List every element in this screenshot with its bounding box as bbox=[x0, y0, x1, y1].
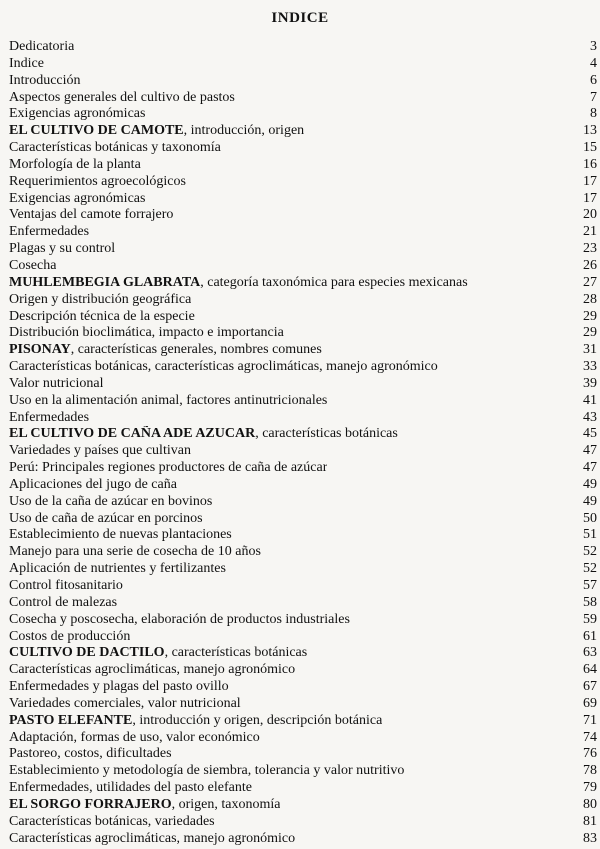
toc-entry bbox=[9, 157, 597, 174]
toc-entry bbox=[9, 578, 597, 595]
toc-entry bbox=[9, 410, 597, 427]
toc-entry-title bbox=[9, 275, 468, 292]
toc-entry-title bbox=[9, 342, 322, 359]
toc-page-number: 39 bbox=[583, 375, 597, 391]
toc-entry-title bbox=[9, 393, 327, 410]
toc-entry-text: Indice bbox=[9, 55, 44, 71]
toc-entry-text: , introducción, origen bbox=[183, 123, 305, 139]
toc-entry-title bbox=[9, 544, 261, 561]
toc-entry-text: Plagas y su control bbox=[9, 241, 116, 257]
toc-entry bbox=[9, 629, 597, 646]
toc-entry-text: , características botánicas bbox=[255, 426, 398, 442]
toc-entry-text: Morfología de la planta bbox=[9, 156, 141, 172]
toc-entry-title bbox=[9, 140, 221, 157]
toc-entry-title bbox=[9, 763, 404, 780]
toc-entry-text: Aplicaciones del jugo de caña bbox=[9, 476, 177, 492]
toc-entry-text: Control de malezas bbox=[9, 594, 118, 610]
toc-entry bbox=[9, 393, 597, 410]
toc-page-number: 74 bbox=[583, 729, 597, 745]
toc-entry-text: Características agroclimáticas, manejo agronómico bbox=[9, 830, 296, 846]
toc-entry bbox=[9, 460, 597, 477]
toc-entry-text: Pastoreo, costos, dificultades bbox=[9, 746, 172, 762]
toc-page-number: 15 bbox=[583, 140, 597, 156]
toc-entry-title bbox=[9, 780, 252, 797]
toc-entry-title bbox=[9, 174, 186, 191]
toc-entry-text: Enfermedades y plagas del pasto ovillo bbox=[9, 679, 229, 695]
toc-entry-text: Cosecha y poscosecha, elaboración de productos industriales bbox=[9, 611, 350, 627]
toc-entry-title bbox=[9, 561, 226, 578]
toc-entry-text: Enfermedades, utilidades del pasto elefante bbox=[9, 780, 252, 796]
toc-page-number: 76 bbox=[583, 746, 597, 762]
toc-section-heading: MUHLEMBEGIA GLABRATA bbox=[9, 274, 201, 290]
toc-entry-title bbox=[9, 814, 215, 831]
toc-entry-title bbox=[9, 612, 350, 629]
toc-entry-text: Introducción bbox=[9, 72, 81, 88]
toc-entry bbox=[9, 477, 597, 494]
toc-entry-text: Aspectos generales del cultivo de pastos bbox=[9, 89, 235, 105]
toc-entry-text: Requerimientos agroecológicos bbox=[9, 173, 186, 189]
toc-page-number: 61 bbox=[583, 628, 597, 644]
toc-page-number: 71 bbox=[583, 712, 597, 728]
toc-section-heading: CULTIVO DE DACTILO bbox=[9, 645, 165, 661]
toc-entry bbox=[9, 527, 597, 544]
toc-entry-text: Exigencias agronómicas bbox=[9, 190, 146, 206]
toc-entry bbox=[9, 359, 597, 376]
toc-entry-text: Establecimiento de nuevas plantaciones bbox=[9, 527, 232, 543]
toc-entry-text: Características botánicas, variedades bbox=[9, 813, 215, 829]
toc-page-number: 63 bbox=[583, 645, 597, 661]
toc-entry bbox=[9, 325, 597, 342]
toc-page-number: 4 bbox=[590, 55, 597, 71]
toc-entry-title bbox=[9, 696, 241, 713]
toc-entry-text: Cosecha bbox=[9, 257, 57, 273]
toc-page-number: 47 bbox=[583, 443, 597, 459]
toc-entry bbox=[9, 123, 597, 140]
toc-entry bbox=[9, 679, 597, 696]
toc-entry-title bbox=[9, 73, 81, 90]
toc-entry-title bbox=[9, 157, 141, 174]
toc-page-number: 83 bbox=[583, 830, 597, 846]
toc-entry-title bbox=[9, 241, 115, 258]
toc-page-number: 49 bbox=[583, 493, 597, 509]
toc-page-number: 29 bbox=[583, 308, 597, 324]
toc-entry bbox=[9, 275, 597, 292]
toc-entry-title bbox=[9, 258, 56, 275]
toc-page-number: 31 bbox=[583, 342, 597, 358]
toc-page-number: 8 bbox=[590, 106, 597, 122]
toc-entry bbox=[9, 73, 597, 90]
toc-entry-text: Características botánicas y taxonomía bbox=[9, 140, 221, 156]
toc-entry bbox=[9, 746, 597, 763]
toc-entry bbox=[9, 426, 597, 443]
toc-entry-text: , origen, taxonomía bbox=[171, 796, 281, 812]
toc-entry-text: Enfermedades bbox=[9, 224, 90, 240]
toc-page-number: 20 bbox=[583, 207, 597, 223]
toc-entry-text: Uso de caña de azúcar en porcinos bbox=[9, 510, 203, 526]
toc-entry-text: Descripción técnica de la especie bbox=[9, 308, 195, 324]
toc-page-number: 78 bbox=[583, 763, 597, 779]
toc-entry-text: Costos de producción bbox=[9, 628, 131, 644]
toc-entry bbox=[9, 106, 597, 123]
toc-entry bbox=[9, 713, 597, 730]
toc-entry bbox=[9, 595, 597, 612]
toc-entry-title bbox=[9, 106, 145, 123]
toc-entry bbox=[9, 612, 597, 629]
toc-entry-title bbox=[9, 292, 191, 309]
toc-page-number: 49 bbox=[583, 476, 597, 492]
toc-entry-title bbox=[9, 39, 74, 56]
toc-entry-title bbox=[9, 578, 123, 595]
toc-entry bbox=[9, 780, 597, 797]
toc-entry-text: Variedades y países que cultivan bbox=[9, 443, 191, 459]
toc-entry bbox=[9, 376, 597, 393]
toc-entry-text: , características botánicas bbox=[164, 645, 308, 661]
toc-entry-title bbox=[9, 662, 295, 679]
toc-entry bbox=[9, 191, 597, 208]
toc-page-number: 16 bbox=[583, 156, 597, 172]
toc-entry-text: Perú: Principales regiones productores de caña de azúcar bbox=[9, 460, 328, 476]
toc-page-number: 6 bbox=[590, 72, 597, 88]
toc-entry-title bbox=[9, 410, 89, 427]
toc-page-number: 17 bbox=[583, 173, 597, 189]
toc-entry bbox=[9, 140, 597, 157]
toc-entry-title bbox=[9, 511, 203, 528]
toc-entry-title bbox=[9, 376, 103, 393]
toc-entry-text: Adaptación, formas de uso, valor económico bbox=[9, 729, 260, 745]
toc-entry-title bbox=[9, 460, 327, 477]
toc-entry-title bbox=[9, 713, 382, 730]
toc-page-number: 3 bbox=[590, 39, 597, 54]
toc-entry-text: Aplicación de nutrientes y fertilizantes bbox=[9, 561, 226, 577]
toc-page-number: 45 bbox=[583, 426, 597, 442]
toc-entry-title bbox=[9, 207, 173, 224]
toc-entry-text: Control fitosanitario bbox=[9, 578, 123, 593]
toc-entry bbox=[9, 645, 597, 662]
toc-entry-text: , categoría taxonómica para especies mexicanas bbox=[200, 274, 468, 290]
toc-page-number: 47 bbox=[583, 460, 597, 476]
toc-entry-text: , introducción y origen, descripción botánica bbox=[132, 712, 383, 728]
toc-entry-text: Distribución bioclimática, impacto e importancia bbox=[9, 325, 284, 341]
toc-entry bbox=[9, 814, 597, 831]
toc-entry-title bbox=[9, 831, 295, 848]
toc-entry-title bbox=[9, 679, 229, 696]
toc-entry bbox=[9, 174, 597, 191]
toc-entry-text: Características agroclimáticas, manejo agronómico bbox=[9, 662, 296, 678]
toc-entry-title bbox=[9, 645, 307, 662]
toc-page-number: 79 bbox=[583, 780, 597, 796]
toc-section-heading: EL CULTIVO DE CAMOTE bbox=[9, 123, 184, 139]
toc-section-heading: PISONAY bbox=[9, 342, 71, 358]
toc-entry bbox=[9, 544, 597, 561]
toc-page-number: 50 bbox=[583, 510, 597, 526]
toc-page-number: 33 bbox=[583, 359, 597, 375]
toc-entry bbox=[9, 511, 597, 528]
toc-entry-title bbox=[9, 359, 438, 376]
toc-entry-title bbox=[9, 746, 172, 763]
table-of-contents bbox=[9, 39, 597, 848]
toc-page-number: 27 bbox=[583, 274, 597, 290]
toc-entry-title bbox=[9, 309, 195, 326]
toc-page-number: 26 bbox=[583, 257, 597, 273]
toc-entry bbox=[9, 309, 597, 326]
toc-page-number: 28 bbox=[583, 291, 597, 307]
toc-entry-text: Uso de la caña de azúcar en bovinos bbox=[9, 493, 213, 509]
toc-page-number: 52 bbox=[583, 561, 597, 577]
toc-page-number: 7 bbox=[590, 89, 597, 105]
toc-page-number: 23 bbox=[583, 241, 597, 257]
toc-entry-text: Uso en la alimentación animal, factores antinutricionales bbox=[9, 392, 328, 408]
toc-entry bbox=[9, 763, 597, 780]
toc-entry-text: Enfermedades bbox=[9, 409, 90, 425]
toc-entry bbox=[9, 494, 597, 511]
toc-entry-title bbox=[9, 426, 398, 443]
toc-entry-title bbox=[9, 90, 235, 107]
toc-entry-title bbox=[9, 595, 117, 612]
toc-page-number: 51 bbox=[583, 527, 597, 543]
toc-entry-text: Origen y distribución geográfica bbox=[9, 291, 192, 307]
toc-entry bbox=[9, 797, 597, 814]
toc-page-number: 69 bbox=[583, 695, 597, 711]
toc-entry-title bbox=[9, 629, 130, 646]
toc-entry bbox=[9, 90, 597, 107]
toc-entry-text: Variedades comerciales, valor nutricional bbox=[9, 695, 241, 711]
toc-page-number: 21 bbox=[583, 224, 597, 240]
toc-page-number: 58 bbox=[583, 594, 597, 610]
toc-page-number: 41 bbox=[583, 392, 597, 408]
toc-entry-text: Características botánicas, características agroclimáticas, manejo agronómico bbox=[9, 359, 438, 375]
toc-page-number: 57 bbox=[583, 578, 597, 593]
toc-entry bbox=[9, 443, 597, 460]
toc-entry-text: , características generales, nombres comunes bbox=[70, 342, 322, 358]
page-title: INDICE bbox=[271, 10, 329, 26]
toc-page-number: 59 bbox=[583, 611, 597, 627]
toc-page-number: 29 bbox=[583, 325, 597, 341]
toc-entry-text: Establecimiento y metodología de siembra, tolerancia y valor nutritivo bbox=[9, 763, 405, 779]
toc-entry bbox=[9, 207, 597, 224]
toc-entry bbox=[9, 696, 597, 713]
toc-entry-title bbox=[9, 477, 177, 494]
toc-entry-text: Ventajas del camote forrajero bbox=[9, 207, 174, 223]
toc-entry-text: Exigencias agronómicas bbox=[9, 106, 146, 122]
toc-entry bbox=[9, 730, 597, 747]
toc-entry-title bbox=[9, 527, 232, 544]
toc-page-number: 64 bbox=[583, 662, 597, 678]
toc-page-number: 67 bbox=[583, 679, 597, 695]
toc-entry bbox=[9, 662, 597, 679]
toc-entry bbox=[9, 241, 597, 258]
toc-page-number: 52 bbox=[583, 544, 597, 560]
toc-entry-text: Dedicatoria bbox=[9, 39, 75, 54]
toc-entry bbox=[9, 56, 597, 73]
toc-entry-title bbox=[9, 730, 260, 747]
toc-page-number: 43 bbox=[583, 409, 597, 425]
toc-section-heading: EL CULTIVO DE CAÑA ADE AZUCAR bbox=[9, 426, 256, 442]
toc-entry bbox=[9, 292, 597, 309]
toc-entry bbox=[9, 224, 597, 241]
toc-entry-title bbox=[9, 797, 280, 814]
toc-entry-text: Manejo para una serie de cosecha de 10 años bbox=[9, 544, 261, 560]
toc-page-number: 80 bbox=[583, 796, 597, 812]
toc-entry bbox=[9, 258, 597, 275]
toc-section-heading: PASTO ELEFANTE bbox=[9, 712, 133, 728]
toc-section-heading: EL SORGO FORRAJERO bbox=[9, 796, 172, 812]
toc-entry-title bbox=[9, 56, 44, 73]
toc-entry-text: Valor nutricional bbox=[9, 375, 104, 391]
toc-entry-title bbox=[9, 224, 89, 241]
toc-entry bbox=[9, 831, 597, 848]
toc-page-number: 81 bbox=[583, 813, 597, 829]
toc-entry-title bbox=[9, 191, 145, 208]
toc-page-number: 17 bbox=[583, 190, 597, 206]
toc-entry-title bbox=[9, 494, 212, 511]
toc-page-number: 13 bbox=[583, 123, 597, 139]
toc-entry bbox=[9, 561, 597, 578]
toc-entry bbox=[9, 39, 597, 56]
toc-entry-title bbox=[9, 443, 191, 460]
toc-entry bbox=[9, 342, 597, 359]
toc-entry-title bbox=[9, 325, 284, 342]
toc-entry-title bbox=[9, 123, 304, 140]
